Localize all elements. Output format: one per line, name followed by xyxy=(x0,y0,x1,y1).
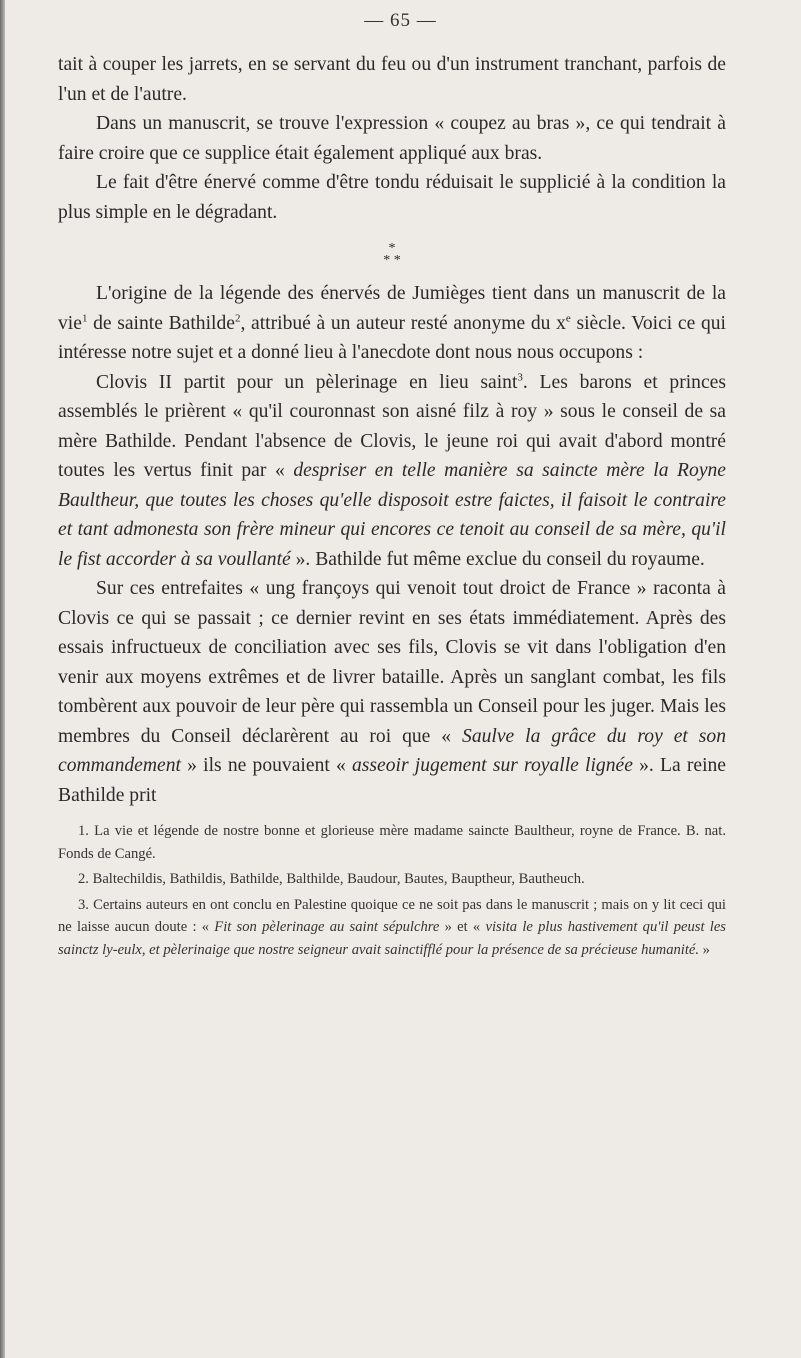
footnote-1: 1. La vie et légende de nostre bonne et glorieuse mère madame saincte Baultheur, royne de France. B. nat. Fonds de Cangé. xyxy=(58,823,726,862)
paragraph-clovis-pelerinage: Clovis II partit pour un pèlerinage en lieu saint$^3$. Les barons et princes assemblés le prièrent « qu'il couronnast son aisné filz à roy » sous le conseil de sa mère Bathilde. Pendant l'absence de Clovis, le jeune roi qui avait d'abord montré toutes les vertus finit par « despriser en telle manière sa saincte mère la Royne Baultheur, que toutes les choses qu'elle disposoit estre faictes, il faisoit le contraire et tant admonesta son frère mineur qui encores ce tenoit au conseil de sa mère, qu'il le fist accorder à sa voullanté ». Bathilde fut même exclue du conseil du royaume. xyxy=(58,370,727,570)
quotation-despriser: despriser en telle manière sa saincte mère la Royne Baultheur, que toutes les choses qu'elle disposoit estre faictes, il faisoit le contraire et tant admonesta son frère mineur qui encores ce tenoit au conseil de sa mère, qu'il le fist accorder à sa voullanté xyxy=(58,460,727,570)
paragraph-jarrets: tait à couper les jarrets, en se servant du feu ou d'un instrument tranchant, parfois de l'un et de l'autre. xyxy=(58,54,726,105)
paragraph-manuscrit-bras: Dans un manuscrit, se trouve l'expression « coupez au bras », ce qui tendrait à faire croire que ce supplice était également appliqué aux bras. xyxy=(58,113,726,164)
paragraph-enerve-tondu: Le fait d'être énervé comme d'être tondu réduisait le supplicié à la condition la plus simple en le dégradant. xyxy=(58,172,726,223)
footnote-ref-3: 3 xyxy=(517,370,523,383)
footnote-2: 2. Baltechildis, Bathildis, Bathilde, Balthilde, Baudour, Bautes, Bauptheur, Bautheuch. xyxy=(78,871,585,887)
footnote-3: 3. Certains auteurs en ont conclu en Palestine quoique ce ne soit pas dans le manuscrit ; mais on y lit ceci qui ne laisse aucun doute : « Fit son pèlerinage au saint sépulchre » et « visita le plus hastivement qu'il peust les sainctz ly-eulx, et pèlerinaige que nostre seigneur avait sainctifflé pour la présence de sa précieuse humanité. » xyxy=(58,896,726,958)
paragraph-origine-legende: L'origine de la légende des énervés de Jumièges tient dans un manuscrit de la vie$^1$ de sainte Bathilde$^2$, attribué à un auteur resté anonyme du $x^e$ siècle. Voici ce qui intéresse notre sujet et a donné lieu à l'anecdote dont nous nous occupons : xyxy=(58,283,726,363)
footnote-ref-2: 2 xyxy=(234,311,241,324)
asterism-separator xyxy=(58,243,726,267)
quotation-saulve: Saulve la grâce du roy et son commandement xyxy=(58,725,726,776)
page-number: — 65 — xyxy=(364,10,437,31)
asterism-bottom: * * xyxy=(383,253,401,268)
footnote-ref-1: 1 xyxy=(81,311,88,324)
paragraph-entrefaites: Sur ces entrefaites « ung françoys qui venoit tout droict de France » raconta à Clovis ce qui se passait ; ce dernier revint en ses états immédiatement. Après des essais infructueux de conciliation avec ses fils, Clovis se vit dans l'obligation d'en venir aux moyens extrêmes et de livrer bataille. Après un sanglant combat, les fils tombèrent aux pouvoir de leur père qui rassembla un Conseil pour les juger. Mais les membres du Conseil déclarèrent au roi que « Saulve la grâce du roy et son commandement » ils ne pouvaient « asseoir jugement sur royalle lignée ». La reine Bathilde prit xyxy=(58,578,727,806)
quotation-asseoir: asseoir jugement sur royalle lignée xyxy=(352,755,633,776)
century-superscript: e xyxy=(565,311,571,324)
page-binding-shadow xyxy=(0,0,5,1358)
footnotes xyxy=(58,820,726,961)
body-text xyxy=(58,50,726,964)
asterism-top: * xyxy=(388,241,396,256)
